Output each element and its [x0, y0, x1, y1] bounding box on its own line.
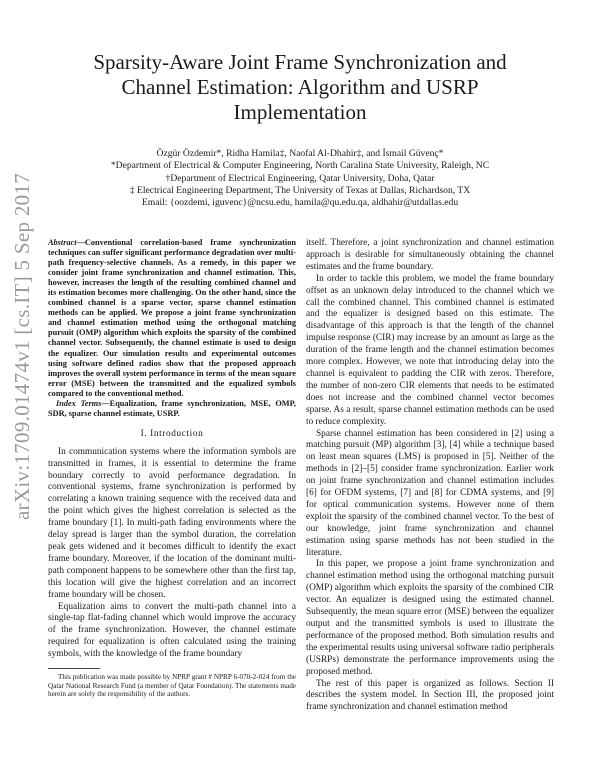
intro-paragraph-3: itself. Therefore, a joint synchronization and channel estimation approach is desirable for simultaneously obtaining the channel estimates and the frame boundary. [306, 238, 554, 272]
affiliation-ncsu: *Department of Electrical & Computer Engineering, North Caralina State University, Raleigh, NC [110, 160, 490, 172]
footnote-divider [48, 668, 100, 669]
author-names: Özgür Özdemir*, Ridha Hamila‡, Naofal Al-Dhahir‡, and İsmail Güvenç* [156, 148, 444, 159]
arxiv-identifier: arXiv:1709.01474v1 [cs.IT] 5 Sep 2017 [10, 172, 34, 520]
intro-paragraph-2: Equalization aims to convert the multi-path channel into a single-tap flat-fading channel which would improve the accuracy of the frame synchronization. However, the channel estimate required for equalization is often calculated using the training symbols, with the knowledge of the frame boundary [48, 601, 296, 660]
funding-footnote: This publication was made possible by NPRP grant # NPRP 6-070-2-024 from the Qatar National Research Fund (a member of Qatar Foundation). The statements made herein are solely the responsibility of the authors. [48, 673, 296, 699]
author-emails: Email: {oozdemi, iguvenc}@ncsu.edu, hamila@qu.edu.qa, aldhahir@utdallas.edu [141, 197, 459, 209]
abstract-text: —Conventional correlation-based frame synchronization techniques can suffer significant performance degradation over multi-path frequency-selective channels. As a remedy, in this paper we consider joint frame synchronization and channel estimation. This, however, increases the length of the resulting combined channel and its estimation becomes more challenging. On the other hand, since the combined channel is a sparse vector, sparse channel estimation methods can be applied. We propose a joint frame synchronization and channel estimation method using the orthogonal matching pursuit (OMP) algorithm which exploits the sparsity of the combined channel vector. Subsequently, the channel estimate is used to design the equalizer. Our simulation results and experimental outcomes using software defined radios show that the proposed approach improves the overall system performance in terms of the mean square error (MSE) between the transmitted and the equalized symbols compared to the conventional method. [48, 238, 296, 398]
right-column [306, 238, 554, 714]
author-block [48, 148, 552, 209]
paper-title: Sparsity-Aware Joint Frame Synchronization and Channel Estimation: Algorithm and USRP Implementation [93, 50, 507, 124]
intro-paragraph-1: In communication systems where the information symbols are transmitted in frames, it is essential to determine the frame boundary correctly to avoid performance degradation. In conventional systems, frame synchronization is performed by correlating a known training sequence with the received data and the point which gives the highest correlation is selected as the frame boundary [1]. In multi-path fading environments where the delay spread is larger than the symbol duration, the correlation peak gets widened and it becomes difficult to identify the exact frame boundary. Moreover, if the location of the dominant multi-path component happens to be somewhere other than the first tap, this location will give the highest correlation and an incorrect frame boundary will be chosen. [48, 446, 296, 600]
intro-paragraph-6: In this paper, we propose a joint frame synchronization and channel estimation method using the orthogonal matching pursuit (OMP) algorithm which exploits the sparsity of the combined CIR vector. An equalizer is designed using the estimated channel. Subsequently, the mean square error (MSE) between the equalizer output and the transmitted symbols is used to illustrate the performance of the proposed method. Both simulation results and the experimental results using universal software radio peripherals (USRPs) demonstrate the performance improvements using the proposed method. [306, 559, 554, 677]
index-terms-text: —Equalization, frame synchronization, MSE, OMP, SDR, sparse channel estimate, USRP. [48, 398, 296, 418]
abstract-label: Abstract [48, 238, 77, 247]
affiliation-utdallas: ‡ Electrical Engineering Department, The University of Texas at Dallas, Richardson, TX [129, 184, 471, 196]
left-column [48, 238, 296, 699]
intro-paragraph-5: Sparse channel estimation has been considered in [2] using a matching pursuit (MP) algorithm [3], [4] while a technique based on least mean squares (LMS) is proposed in [5]. Neither of the methods in [2]–[5] consider frame synchronization. Earlier work on joint frame synchronization and channel estimation includes [6] for OFDM systems, [7] and [8] for CDMA systems, and [9] for optical communication systems. However none of them exploit the sparsity of the combined channel vector. To the best of our knowledge, joint frame synchronization and channel estimation using sparse methods has not been studied in the literature. [306, 428, 554, 558]
intro-paragraph-4: In order to tackle this problem, we model the frame boundary offset as an unknown delay introduced to the channel which we call the combined channel. This combined channel is estimated and the equalizer is designed based on this estimate. The disadvantage of this approach is that the length of the channel impulse response (CIR) may increase by an amount as large as the duration of the frame length and the channel estimation becomes more complex. However, we note that introducing delay into the channel is equivalent to padding the CIR with zeros. Therefore, the number of non-zero CIR elements that needs to be estimated does not increase and the combined channel vector becomes sparse. As a result, sparse channel estimation methods can be used to reduce complexity. [306, 273, 554, 427]
index-terms-label: Index Terms [56, 398, 102, 408]
affiliation-qatar: †Department of Electrical Engineering, Qatar University, Doha, Qatar [165, 172, 435, 184]
intro-paragraph-7: The rest of this paper is organized as follows. Section II describes the system model. In Section III, the proposed joint frame synchronization and channel estimation method [306, 678, 554, 713]
index-terms [48, 399, 296, 419]
abstract [48, 238, 296, 399]
section-heading-introduction: I. Introduction [140, 428, 204, 439]
